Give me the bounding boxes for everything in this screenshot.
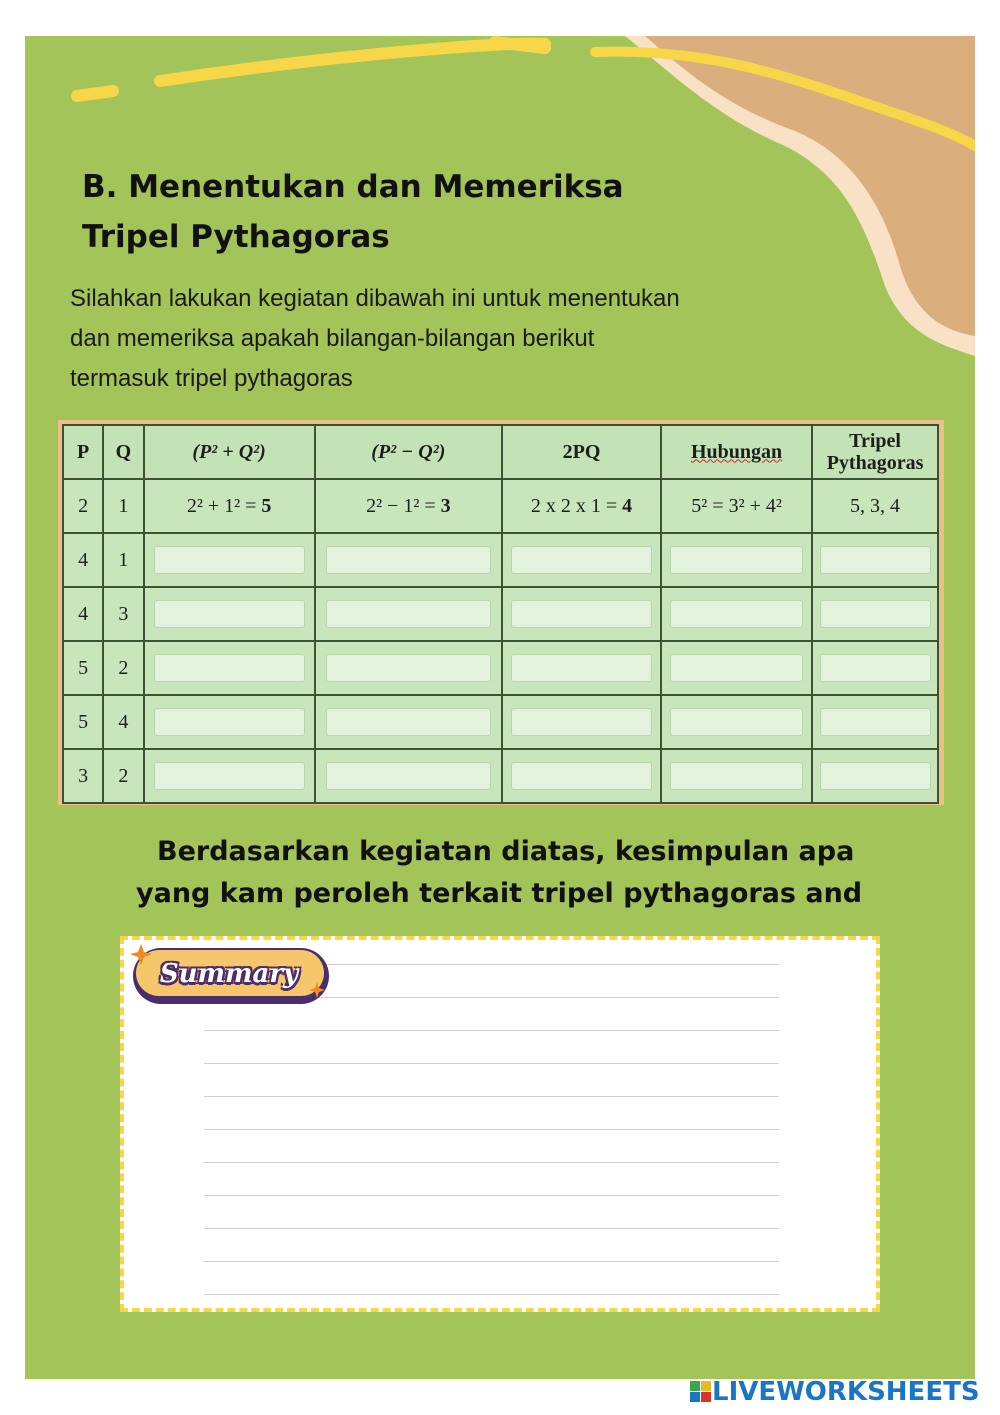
twopq-result: 4 xyxy=(622,494,633,517)
cell-sum xyxy=(144,533,315,587)
squiggle-line-icon xyxy=(160,44,545,81)
writing-line xyxy=(204,1063,779,1064)
table-row xyxy=(63,587,938,641)
worksheet-page xyxy=(25,36,975,1379)
table-row xyxy=(63,695,938,749)
cell-hubungan xyxy=(661,749,812,803)
answer-hubungan-input[interactable] xyxy=(670,546,803,574)
sum-result: 5 xyxy=(261,494,272,517)
header-diff: (P² − Q²) xyxy=(315,425,502,479)
cell-tripel xyxy=(812,749,938,803)
answer-tripel-input[interactable] xyxy=(820,762,931,790)
answer-tripel-input[interactable] xyxy=(820,546,931,574)
header-tripel-line-1: Tripel xyxy=(849,430,901,452)
cell-sum xyxy=(144,749,315,803)
answer-hubungan-input[interactable] xyxy=(670,708,803,736)
summary-badge xyxy=(129,944,329,1004)
cell-hubungan xyxy=(661,533,812,587)
answer-2pq-input[interactable] xyxy=(511,654,651,682)
cell-q: 3 xyxy=(103,587,143,641)
table-frame xyxy=(58,420,944,805)
cell-2pq xyxy=(502,533,661,587)
table-row-example xyxy=(63,479,938,533)
answer-2pq-input[interactable] xyxy=(511,600,651,628)
liveworksheets-logo-icon xyxy=(690,1381,712,1403)
cell-p: 4 xyxy=(63,587,103,641)
answer-sum-input[interactable] xyxy=(154,762,305,790)
answer-2pq-input[interactable] xyxy=(511,546,651,574)
cell-p: 5 xyxy=(63,695,103,749)
cell-sum xyxy=(144,695,315,749)
cell-tripel xyxy=(812,695,938,749)
cell-tripel xyxy=(812,533,938,587)
header-tripel xyxy=(812,425,938,479)
summary-badge-label: Summary xyxy=(159,959,299,989)
header-2pq: 2PQ xyxy=(502,425,661,479)
cell-2pq xyxy=(502,695,661,749)
header-p: P xyxy=(63,425,103,479)
cell-diff xyxy=(315,641,502,695)
intro-paragraph xyxy=(70,279,830,399)
cell-diff xyxy=(315,695,502,749)
header-sum: (P² + Q²) xyxy=(144,425,315,479)
cell-sum xyxy=(144,641,315,695)
answer-sum-input[interactable] xyxy=(154,600,305,628)
pythagoras-table xyxy=(62,424,939,804)
cell-q: 4 xyxy=(103,695,143,749)
cell-q: 2 xyxy=(103,749,143,803)
cell-tripel: 5, 3, 4 xyxy=(812,479,938,533)
answer-hubungan-input[interactable] xyxy=(670,762,803,790)
table-row xyxy=(63,749,938,803)
squiggle-short-icon xyxy=(495,42,545,48)
answer-tripel-input[interactable] xyxy=(820,708,931,736)
cell-hubungan xyxy=(661,641,812,695)
cell-hubungan xyxy=(661,587,812,641)
writing-line xyxy=(204,1030,779,1031)
cell-q: 2 xyxy=(103,641,143,695)
answer-tripel-input[interactable] xyxy=(820,654,931,682)
answer-diff-input[interactable] xyxy=(326,708,491,736)
writing-line xyxy=(204,1129,779,1130)
cell-diff xyxy=(315,479,502,533)
answer-diff-input[interactable] xyxy=(326,762,491,790)
question-line-2: yang kam peroleh terkait tripel pythagoras and xyxy=(136,878,863,909)
summary-answer-box[interactable] xyxy=(120,936,880,1312)
cell-q: 1 xyxy=(103,479,143,533)
question-line-1: Berdasarkan kegiatan diatas, kesimpulan apa xyxy=(157,836,855,867)
title-line-2: Tripel Pythagoras xyxy=(82,219,390,255)
cell-hubungan: 5² = 3² + 4² xyxy=(661,479,812,533)
writing-line xyxy=(204,1228,779,1229)
cell-diff xyxy=(315,749,502,803)
cell-2pq xyxy=(502,641,661,695)
cell-p: 3 xyxy=(63,749,103,803)
cell-tripel xyxy=(812,641,938,695)
title-line-1: B. Menentukan dan Memeriksa xyxy=(82,169,624,205)
cell-p: 4 xyxy=(63,533,103,587)
intro-line-3: termasuk tripel pythagoras xyxy=(70,365,353,392)
cell-sum xyxy=(144,587,315,641)
liveworksheets-logo[interactable] xyxy=(690,1377,990,1407)
question-text xyxy=(100,831,900,915)
writing-line xyxy=(204,1195,779,1196)
answer-hubungan-input[interactable] xyxy=(670,600,803,628)
diff-result: 3 xyxy=(440,494,451,517)
cell-q: 1 xyxy=(103,533,143,587)
writing-line xyxy=(204,1294,779,1295)
header-tripel-line-2: Pythagoras xyxy=(826,452,924,474)
answer-diff-input[interactable] xyxy=(326,600,491,628)
intro-line-2: dan memeriksa apakah bilangan-bilangan berikut xyxy=(70,325,595,352)
answer-2pq-input[interactable] xyxy=(511,708,651,736)
answer-2pq-input[interactable] xyxy=(511,762,651,790)
answer-hubungan-input[interactable] xyxy=(670,654,803,682)
cell-p: 2 xyxy=(63,479,103,533)
writing-line xyxy=(204,1096,779,1097)
cell-2pq xyxy=(502,587,661,641)
writing-line xyxy=(204,1261,779,1262)
cell-hubungan xyxy=(661,695,812,749)
answer-diff-input[interactable] xyxy=(326,654,491,682)
answer-sum-input[interactable] xyxy=(154,654,305,682)
table-header-row xyxy=(63,425,938,479)
header-hubungan xyxy=(661,425,812,479)
header-q: Q xyxy=(103,425,143,479)
table-row xyxy=(63,641,938,695)
sum-expression: 2² + 1² = xyxy=(186,494,262,517)
liveworksheets-brand-name: LIVEWORKSHEETS xyxy=(712,1377,980,1407)
intro-line-1: Silahkan lakukan kegiatan dibawah ini untuk menentukan xyxy=(70,285,680,312)
answer-sum-input[interactable] xyxy=(154,708,305,736)
answer-tripel-input[interactable] xyxy=(820,600,931,628)
table-row xyxy=(63,533,938,587)
header-hubungan-label: Hubungan xyxy=(690,440,783,463)
cell-sum xyxy=(144,479,315,533)
cell-tripel xyxy=(812,587,938,641)
cell-p: 5 xyxy=(63,641,103,695)
cell-diff xyxy=(315,533,502,587)
answer-diff-input[interactable] xyxy=(326,546,491,574)
twopq-expression: 2 x 2 x 1 = xyxy=(530,494,623,517)
writing-line xyxy=(204,1162,779,1163)
cell-2pq xyxy=(502,479,661,533)
cell-diff xyxy=(315,587,502,641)
diff-expression: 2² − 1² = xyxy=(366,494,441,517)
section-title xyxy=(82,162,702,262)
squiggle-dash-icon xyxy=(77,91,113,96)
cell-2pq xyxy=(502,749,661,803)
answer-sum-input[interactable] xyxy=(154,546,305,574)
